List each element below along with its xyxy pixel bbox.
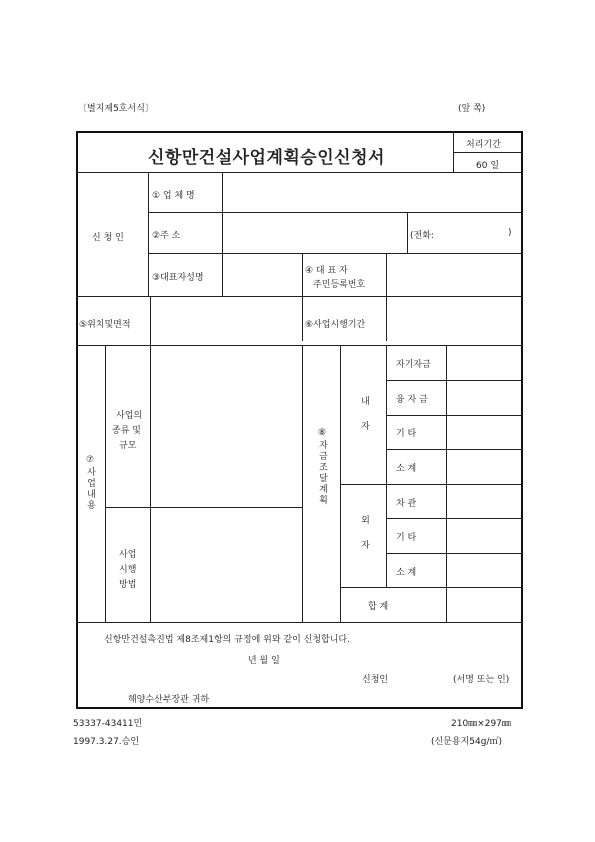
business-type-label-2: 종류 및 [112, 426, 141, 436]
business-period-field[interactable] [388, 298, 520, 344]
representative-id-field[interactable] [388, 255, 520, 295]
page-side-label: (앞 쪽) [458, 104, 486, 114]
phone-close: ) [508, 228, 512, 238]
own-funds-field[interactable] [448, 347, 520, 379]
business-method-label-3: 방법 [119, 580, 137, 590]
location-area-field[interactable] [152, 298, 301, 344]
foreign-item: 소 계 [396, 568, 417, 578]
funding-plan-label: ⑧자금조달계획 [317, 428, 327, 506]
representative-id-label: ④ 대 표 자 [305, 266, 348, 276]
declaration-date: 년 월 일 [248, 656, 280, 666]
funding-total-label: 합 계 [368, 602, 389, 612]
address-field[interactable] [224, 214, 406, 252]
declaration-text: 신항만건설촉진법 제8조제1항의 규정에 위와 같이 신청합니다. [104, 635, 350, 645]
domestic-other-field[interactable] [448, 417, 520, 448]
foreign-item: 기 타 [396, 533, 417, 543]
approval-date: 1997.3.27.승인 [73, 737, 140, 747]
business-type-label-3: 규모 [119, 441, 137, 451]
foreign-funds-label: 외자 [359, 515, 369, 565]
paper-size: 210㎜×297㎜ [451, 719, 511, 729]
domestic-item: 자기자금 [396, 360, 431, 370]
form-code: 53337-43411민 [73, 719, 143, 729]
foreign-subtotal-field[interactable] [448, 555, 520, 586]
phone-field[interactable] [438, 224, 506, 242]
domestic-item: 융 자 금 [396, 395, 428, 405]
business-method-label-2: 시행 [119, 565, 137, 575]
business-period-label: ⑥사업시행기간 [305, 320, 366, 330]
address-label: ②주 소 [152, 231, 181, 241]
signature-or-seal-label: (서명 또는 인) [453, 675, 510, 685]
form-title: 신항만건설사업계획승인신청서 [148, 148, 385, 168]
company-name-field[interactable] [224, 174, 520, 211]
business-method-label-1: 사업 [119, 550, 137, 560]
foreign-item: 차 관 [396, 499, 417, 509]
representative-name-field[interactable] [224, 255, 301, 295]
applicant-group-label: 신 청 인 [92, 233, 124, 243]
processing-period-value: 60 일 [476, 161, 500, 171]
paper-type: (신문용지54g/㎡) [431, 737, 502, 747]
business-type-label-1: 사업의 [116, 411, 143, 421]
foreign-other-field[interactable] [448, 520, 520, 552]
total-field[interactable] [448, 589, 520, 621]
company-name-label: ① 업 체 명 [152, 191, 195, 201]
foreign-loan-field[interactable] [448, 486, 520, 517]
representative-id-label-2: 주민등록번호 [313, 280, 366, 290]
domestic-item: 소 계 [396, 464, 417, 474]
domestic-subtotal-field[interactable] [448, 451, 520, 483]
form-number: 〔별지제5호서식〕 [78, 104, 154, 114]
addressee: 해양수산부장관 귀하 [128, 695, 210, 705]
domestic-funds-label: 내자 [359, 396, 369, 446]
loan-funds-field[interactable] [448, 382, 520, 414]
processing-period-label: 처리기간 [466, 140, 501, 150]
representative-name-label: ③대표자성명 [152, 273, 204, 283]
business-content-label: ⑦사업내용 [85, 455, 95, 511]
phone-label: (전화: [410, 231, 434, 241]
business-type-field[interactable] [152, 347, 301, 506]
applicant-signature-label: 신청인 [362, 675, 389, 685]
location-area-label: ⑤위치및면적 [79, 320, 131, 330]
domestic-item: 기 타 [396, 429, 417, 439]
business-method-field[interactable] [152, 509, 301, 621]
